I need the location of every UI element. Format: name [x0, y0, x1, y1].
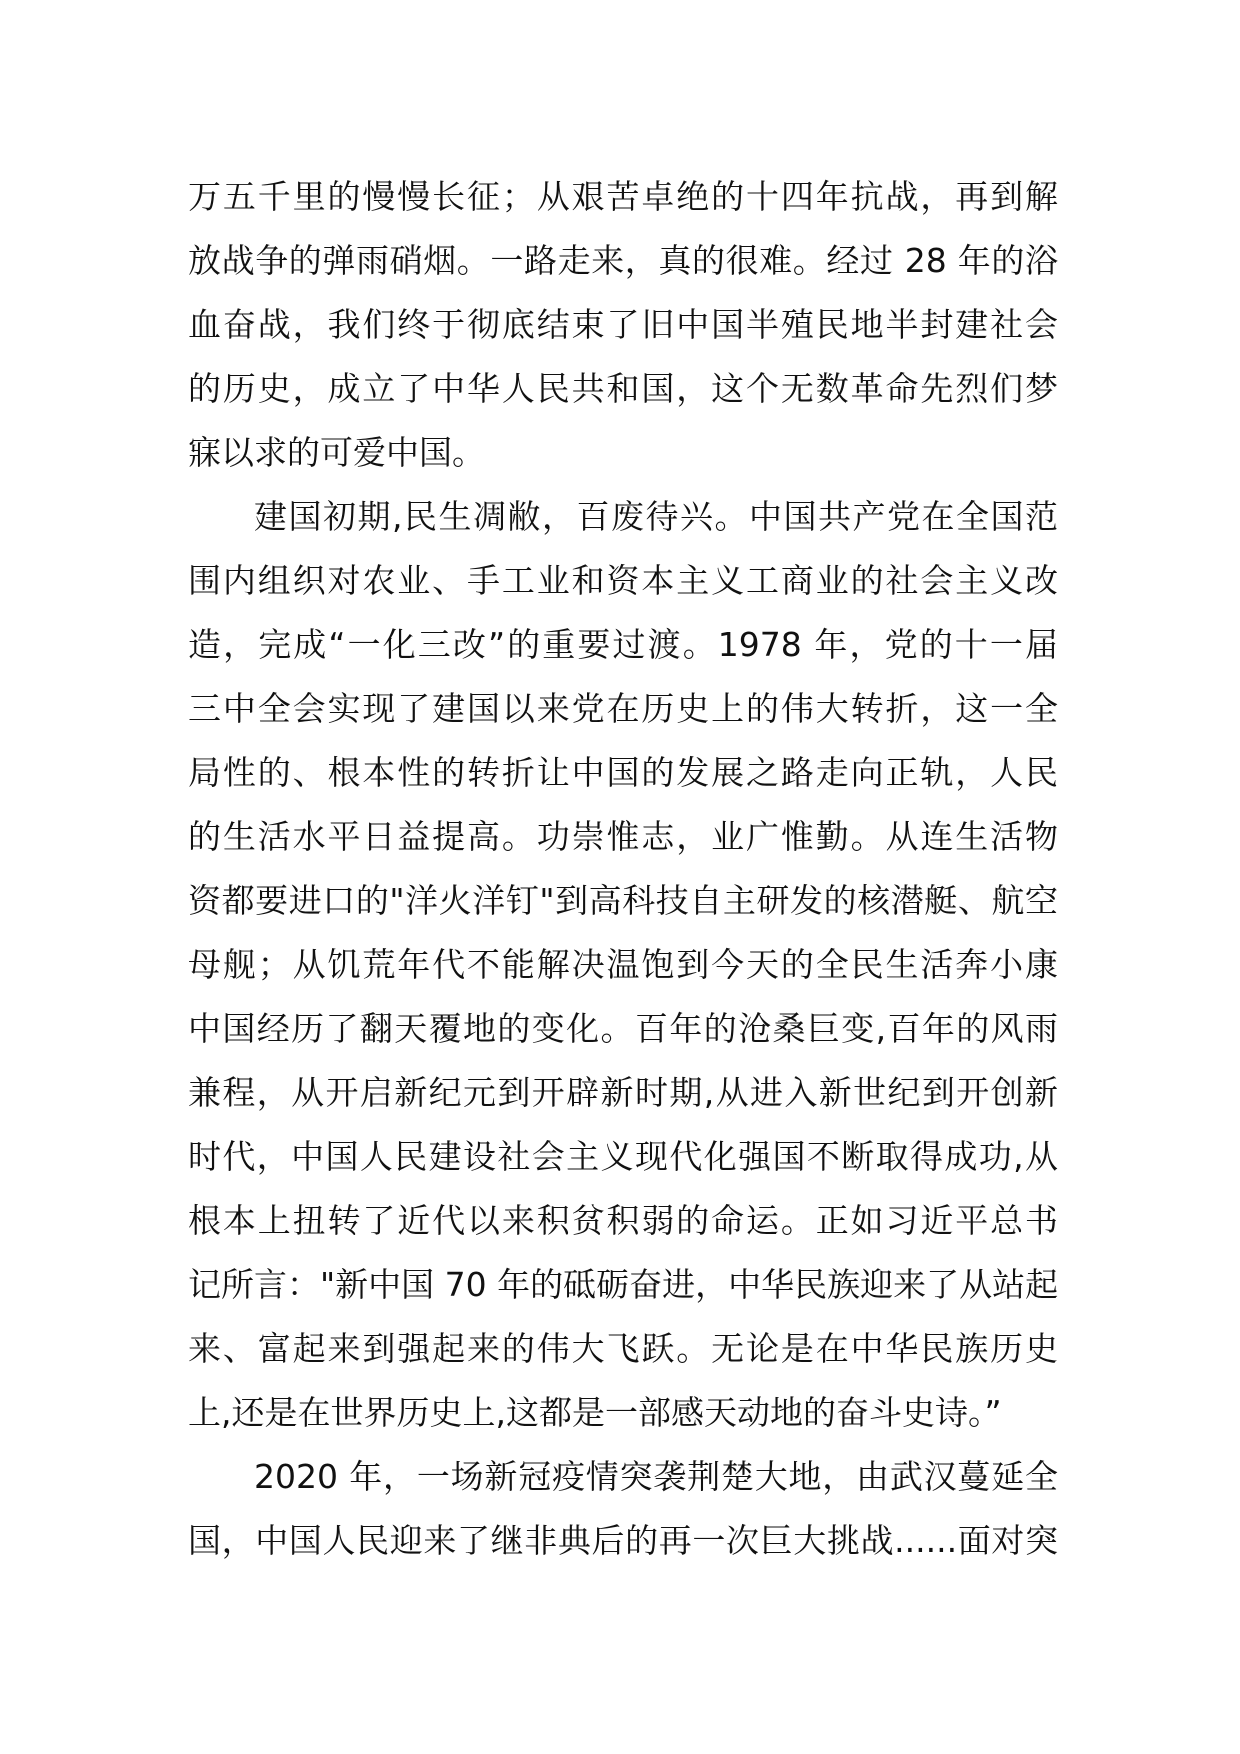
- text-line: 寐以求的可爱中国。: [188, 433, 485, 472]
- text-line: 局性的、根本性的转折让中国的发展之路走向正轨，人民: [188, 753, 1058, 792]
- text-line: 母舰；从饥荒年代不能解决温饱到今天的全民生活奔小康: [188, 945, 1058, 984]
- text-line: 放战争的弹雨硝烟。一路走来，真的很难。经过 28 年的浴: [188, 241, 1058, 280]
- text-line: 根本上扭转了近代以来积贫积弱的命运。正如习近平总书: [188, 1201, 1058, 1240]
- text-line: 万五千里的慢慢长征；从艰苦卓绝的十四年抗战，再到解: [188, 177, 1058, 216]
- body-text: [188, 165, 1058, 1573]
- text-line: 造，完成“一化三改”的重要过渡。1978 年，党的十一届: [188, 625, 1058, 664]
- text-line: 血奋战，我们终于彻底结束了旧中国半殖民地半封建社会: [188, 305, 1058, 344]
- text-line: 上,还是在世界历史上,这都是一部感天动地的奋斗史诗。”: [188, 1393, 1002, 1432]
- text-line: 中国经历了翻天覆地的变化。百年的沧桑巨变,百年的风雨: [188, 1009, 1058, 1048]
- text-line: 兼程，从开启新纪元到开辟新时期,从进入新世纪到开创新: [188, 1073, 1058, 1112]
- text-line: 三中全会实现了建国以来党在历史上的伟大转折，这一全: [188, 689, 1058, 728]
- text-line: 围内组织对农业、手工业和资本主义工商业的社会主义改: [188, 561, 1058, 600]
- paragraph-start-line: 2020 年，一场新冠疫情突袭荆楚大地，由武汉蔓延全: [254, 1457, 1058, 1496]
- text-line: 国，中国人民迎来了继非典后的再一次巨大挑战......面对突: [188, 1521, 1058, 1560]
- text-line: 资都要进口的"洋火洋钉"到高科技自主研发的核潜艇、航空: [188, 881, 1058, 920]
- text-line: 时代，中国人民建设社会主义现代化强国不断取得成功,从: [188, 1137, 1058, 1176]
- paragraph-start-line: 建国初期,民生凋敝，百废待兴。中国共产党在全国范: [254, 497, 1058, 536]
- text-line: 的生活水平日益提高。功崇惟志，业广惟勤。从连生活物: [188, 817, 1058, 856]
- text-line: 来、富起来到强起来的伟大飞跃。无论是在中华民族历史: [188, 1329, 1058, 1368]
- text-line: 记所言："新中国 70 年的砥砺奋进，中华民族迎来了从站起: [188, 1265, 1058, 1304]
- text-line: 的历史，成立了中华人民共和国，这个无数革命先烈们梦: [188, 369, 1058, 408]
